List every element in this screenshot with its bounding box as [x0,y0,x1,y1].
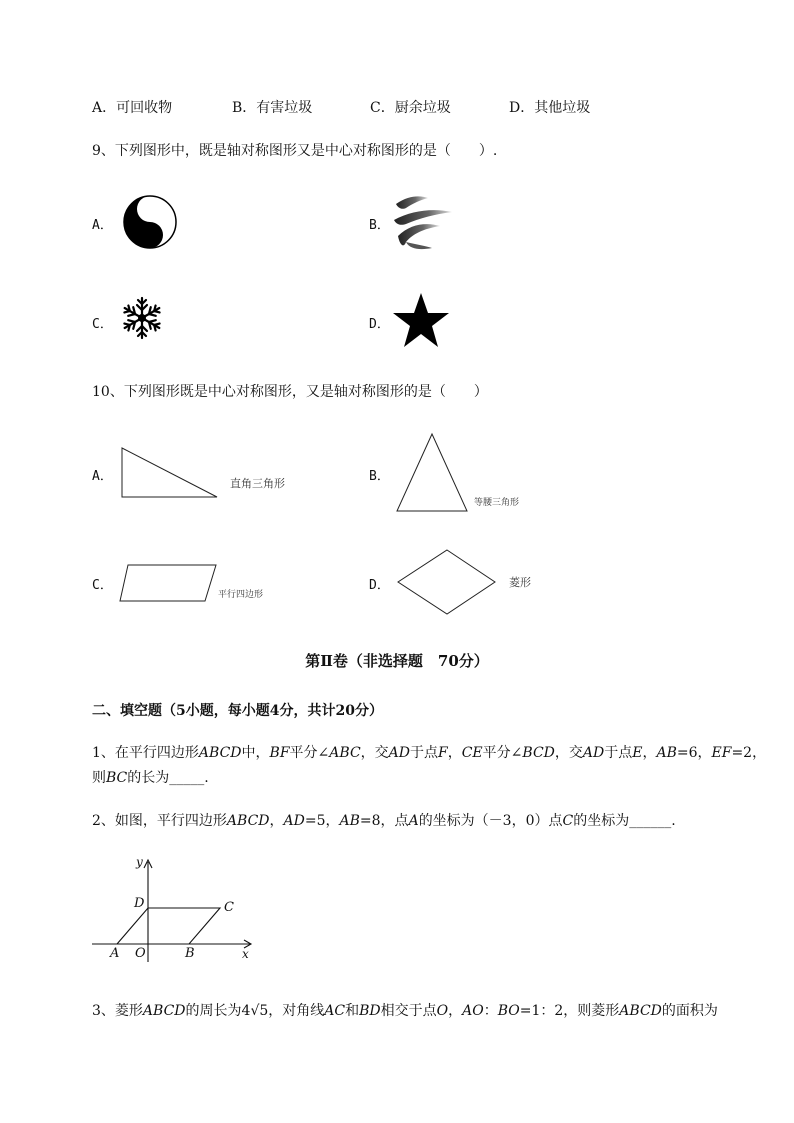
section-heading: 二、填空题（5小题，每小题4分，共计20分） [92,703,383,719]
figure-label-d: D [134,896,145,911]
q9-label-c: C． [92,317,113,332]
parallelogram-shape [118,563,218,605]
figure-label-o: O [135,946,146,961]
part2-title: 第Ⅱ卷（非选择题 70分） [305,652,489,670]
fill1-line2: 则BC的长为_____. [92,770,209,786]
q10-label-a: A． [92,469,113,484]
figure-label-x: x [242,947,249,961]
figure-label-a: A [110,946,120,961]
snowflake-icon [120,296,164,340]
q9-stem: 9、下列图形中，既是轴对称图形又是中心对称图形的是（ ）. [92,143,498,159]
q9-label-a: A． [92,218,113,233]
q10-label-d: D． [369,578,390,593]
star-icon [392,292,450,348]
parallelogram-abcd [117,908,220,944]
q8-option-a: A．可回收物 [92,100,173,116]
q9-label-d: D． [369,317,390,332]
q10-caption-b: 等腰三角形 [474,498,520,508]
q10-caption-a: 直角三角形 [230,477,285,490]
figure-label-y: y [136,855,143,869]
figure-label-b: B [185,946,195,961]
q10-caption-d: 菱形 [509,576,531,589]
q10-label-c: C． [92,578,113,593]
fill2-text: 2、如图，平行四边形ABCD，AD=5，AB=8，点A的坐标为（－3，0）点C的坐标为______. [92,813,676,829]
stylized-logo-icon [392,192,454,252]
fill3-text: 3、菱形ABCD的周长为4√5，对角线AC和BD相交于点O，AO：BO=1：2，则菱形ABCD的面积为 [92,1003,718,1019]
fill1-line1: 1、在平行四边形ABCD中，BF平分∠ABC，交AD于点F，CE平分∠BCD，交AD于点E，AB=6，EF=2， [92,745,767,761]
q10-stem: 10、下列图形既是中心对称图形，又是轴对称图形的是（ ） [92,384,488,400]
yin-yang-icon [122,194,178,250]
figure-label-c: C [224,900,234,915]
q8-option-c: C．厨余垃圾 [370,100,451,116]
q8-option-d: D．其他垃圾 [509,100,591,116]
right-triangle-shape [120,446,220,500]
rhombus-shape [396,548,498,618]
q10-label-b: B． [369,469,390,484]
q9-label-b: B． [369,218,390,233]
isosceles-triangle-shape [395,432,471,514]
q10-caption-c: 平行四边形 [218,590,264,600]
q8-option-b: B．有害垃圾 [232,100,313,116]
